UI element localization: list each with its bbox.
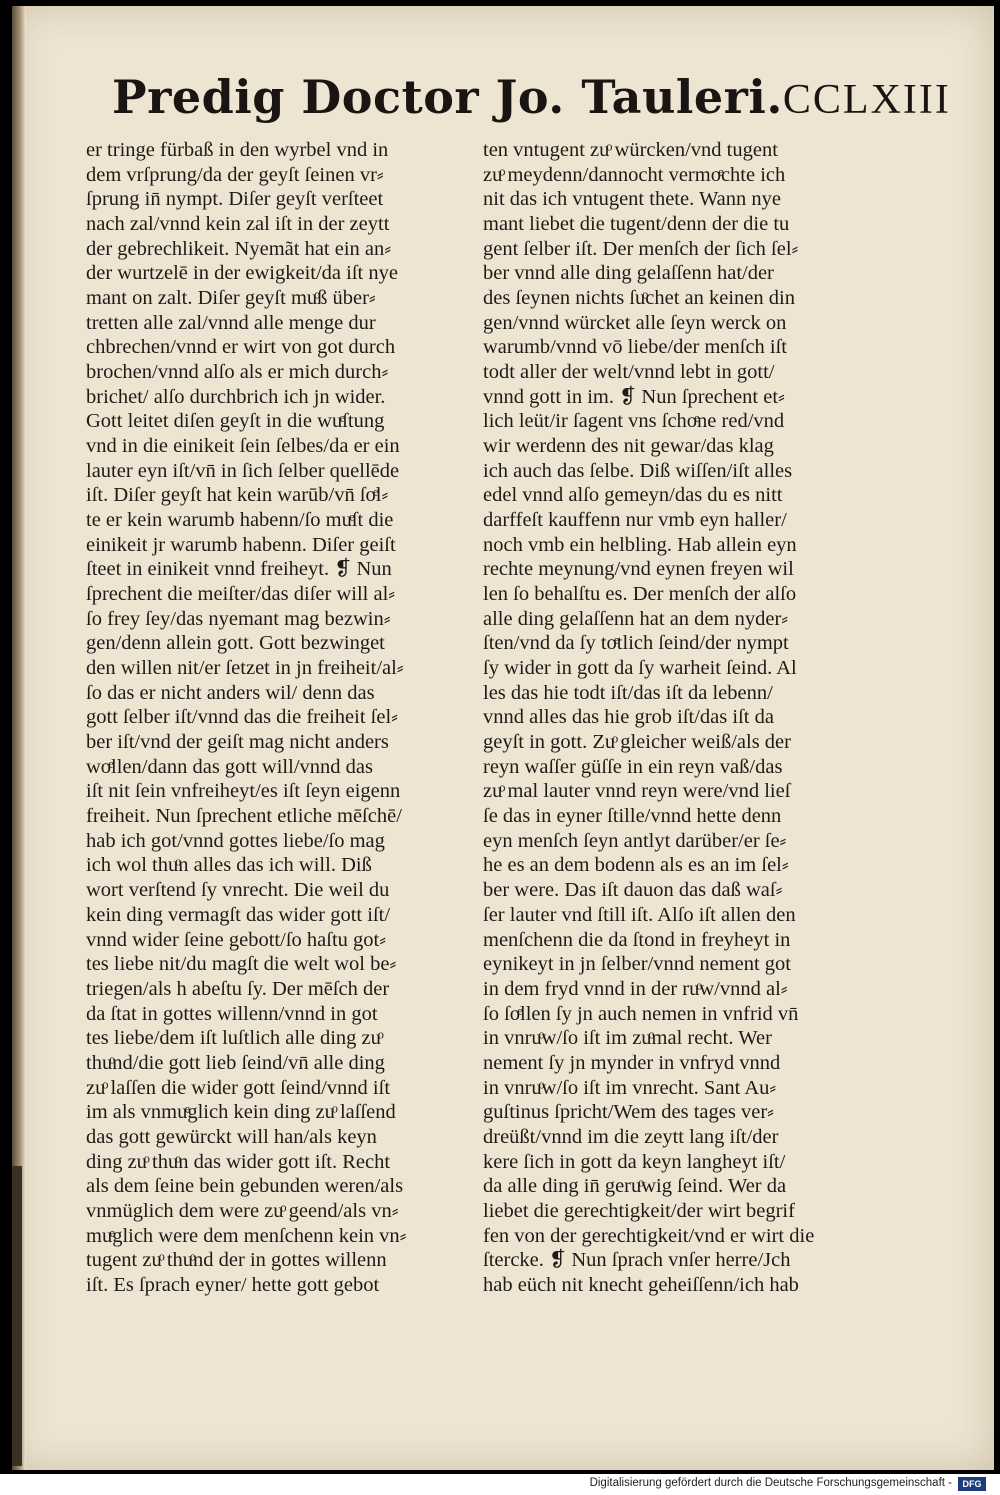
text-line: ſy wider in gott da ſy warheit ſeind. Al <box>483 657 797 680</box>
text-line: nement ſy jn mynder in vnfryd vnnd <box>483 1051 781 1074</box>
text-line: freiheit. Nun ſprechent etliche mēſchē/ <box>86 805 402 828</box>
text-line: lauter eyn iſt/vn̄ in ſich ſelber quellēde <box>86 459 400 482</box>
text-line: tugent zuͦ thuͦnd der in gottes willenn <box>86 1249 387 1272</box>
text-line: gen/vnnd würcket alle ſeyn werck on <box>483 311 787 334</box>
text-line: als dem ſeine bein gebunden weren/als <box>86 1175 404 1198</box>
text-line: in vnruͦw/ſo iſt im vnrecht. Sant Au⸗ <box>483 1076 777 1099</box>
text-column-left <box>86 138 478 1298</box>
text-line: tretten alle zal/vnnd alle menge dur <box>86 311 376 334</box>
text-line: triegen/als h abeſtu ſy. Der mēſch der <box>86 977 390 1000</box>
text-line: ſprung in̄ nympt. Diſer geyſt verſteet <box>86 188 384 211</box>
text-line: hab eüch nit knecht geheiſſenn/ich hab <box>483 1273 799 1296</box>
text-line: ber iſt/vnd der geiſt mag nicht anders <box>86 731 389 754</box>
text-line: ding zuͦ thuͦn das wider gott iſt. Recht <box>86 1150 391 1173</box>
text-line: muͤglich were dem menſchenn kein vn⸗ <box>86 1224 407 1247</box>
text-line: eyn menſch ſeyn antlyt darüber/er ſe⸗ <box>483 829 787 852</box>
text-line: edel vnnd alſo gemeyn/das du es nitt <box>483 484 783 507</box>
text-line: mant liebet die tugent/denn der die tu <box>483 213 790 236</box>
text-line: woͤllen/dann das gott will/vnnd das <box>86 755 373 778</box>
text-line: ſo das er nicht anders wil/ denn das <box>86 681 375 704</box>
text-line: warumb/vnnd vō liebe/der menſch iſt <box>483 336 788 359</box>
text-line: wir werdenn des nit gewar/das klag <box>483 435 774 458</box>
text-line: zuͦ laſſen die wider gott ſeind/vnnd iſt <box>86 1076 391 1099</box>
text-line: dem vrſprung/da der geyſt ſeinen vr⸗ <box>86 163 384 186</box>
text-line: nach zal/vnnd kein zal iſt in der zeytt <box>86 213 390 236</box>
text-line: im als vnmuͤglich kein ding zuͦ laſſend <box>86 1101 396 1124</box>
text-line: ber vnnd alle ding gelaſſenn hat/der <box>483 262 774 285</box>
text-line: brochen/vnnd alſo als er mich durch⸗ <box>86 361 389 384</box>
text-line: ten vntugent zuͦ würcken/vnd tugent <box>483 139 778 161</box>
text-line: dreüßt/vnnd im die zeytt lang iſt/der <box>483 1125 779 1148</box>
text-line: zuͦ mal lauter vnnd reyn were/vnd lieſ <box>483 780 791 803</box>
text-line: ber were. Das iſt dauon das daß waſ⸗ <box>483 879 783 902</box>
text-line: todt aller der welt/vnnd lebt in gott/ <box>483 361 775 384</box>
text-line: les das hie todt iſt/das iſt da lebenn/ <box>483 681 773 704</box>
book-page <box>12 6 994 1470</box>
dfg-logo: DFG <box>958 1477 986 1491</box>
text-line: kein ding vermagſt das wider gott iſt/ <box>86 903 391 926</box>
text-line: in dem fryd vnnd in der ruͦw/vnnd al⸗ <box>483 977 788 1000</box>
text-line: ich wol thuͦn alles das ich will. Diß <box>86 854 372 877</box>
text-line: des ſeynen nichts ſuͦchet an keinen din <box>483 287 795 310</box>
text-line: he es an dem bodenn als es an im ſel⸗ <box>483 854 789 877</box>
text-line: guſtinus ſpricht/Wem des tages ver⸗ <box>483 1101 774 1124</box>
text-line: ſteet in einikeit vnnd freiheyt. ❡ Nun <box>86 558 392 581</box>
text-line: ſe das in eyner ſtille/vnnd hette denn <box>483 805 782 828</box>
text-line: ſten/vnd da ſy toͤtlich ſeind/der nympt <box>483 632 789 655</box>
text-line: iſt. Es ſprach eyner/ hette gott gebot <box>86 1273 380 1296</box>
running-header <box>112 70 951 140</box>
text-line: menſchenn die da ſtond in freyheyt in <box>483 928 791 951</box>
text-line: kere ſich in gott da keyn langheyt iſt/ <box>483 1150 786 1173</box>
text-line: ſer lauter vnd ſtill iſt. Alſo iſt allen den <box>483 903 796 926</box>
text-line: alle ding gelaſſenn hat an dem nyder⸗ <box>483 607 789 630</box>
text-line: das gott gewürckt will han/als keyn <box>86 1125 377 1148</box>
text-line: der wurtzelē in der ewigkeit/da iſt nye <box>86 262 398 285</box>
text-line: iſt nit ſein vnfreiheyt/es iſt ſeyn eigenn <box>86 780 401 803</box>
text-line: nit das ich vntugent thete. Wann nye <box>483 188 782 211</box>
text-line: ſo ſoͤllen ſy jn auch nemen in vnfrid vn̄ <box>483 1002 799 1025</box>
text-line: zuͦ meydenn/dannocht vermoͤchte ich <box>483 163 786 186</box>
text-line: ſtercke. ❡ Nun ſprach vnſer herre/Jch <box>483 1249 791 1272</box>
text-line: er tringe fürbaß in den wyrbel vnd in <box>86 139 389 161</box>
digitization-footer <box>0 1474 1000 1495</box>
text-line: einikeit jr warumb habenn. Diſer geiſt <box>86 533 396 556</box>
text-line: den willen nit/er ſetzet in jn freiheit/al⸗ <box>86 657 404 680</box>
text-column-right <box>483 138 875 1298</box>
binding-shadow <box>12 1166 22 1466</box>
text-line: reyn waſſer güſſe in ein reyn vaß/das <box>483 755 783 778</box>
text-line: rechte meynung/vnd eynen freyen wil <box>483 558 794 581</box>
text-line: vnnd gott in im. ❡ Nun ſprechent et⸗ <box>483 385 785 408</box>
text-line: gen/denn allein gott. Gott bezwinget <box>86 632 385 655</box>
text-line: mant on zalt. Diſer geyſt muͦß über⸗ <box>86 287 376 310</box>
text-line: liebet die gerechtigkeit/der wirt begrif <box>483 1199 795 1222</box>
text-line: vnnd wider ſeine gebott/ſo haſtu got⸗ <box>86 928 387 951</box>
text-line: gent ſelber iſt. Der menſch der ſich ſel⸗ <box>483 237 799 260</box>
text-line: noch vmb ein helbling. Hab allein eyn <box>483 533 797 556</box>
folio-number: CCLXIII <box>782 77 951 123</box>
text-line: der gebrechlikeit. Nyemãt hat ein an⸗ <box>86 237 392 260</box>
text-line: tes liebe nit/du magſt die welt wol be⸗ <box>86 953 397 976</box>
text-line: tes liebe/dem iſt luſtlich alle ding zuͦ <box>86 1027 381 1050</box>
text-line: hab ich got/vnnd gottes liebe/ſo mag <box>86 829 385 852</box>
text-line: lich leüt/ir ſagent vns ſchoͤne red/vnd <box>483 410 785 433</box>
text-line: fen von der gerechtigkeit/vnd er wirt die <box>483 1224 815 1247</box>
text-line: ſprechent die meiſter/das diſer will al⸗ <box>86 583 396 606</box>
text-line: vnnd alles das hie grob iſt/das iſt da <box>483 706 774 729</box>
text-line: vnmüglich dem were zuͦ geend/als vn⸗ <box>86 1199 399 1222</box>
text-line: len ſo behalſtu es. Der menſch der alſo <box>483 583 797 606</box>
text-line: vnd in die einikeit ſein ſelbes/da er ein <box>86 435 400 458</box>
text-line: darffeſt kauffenn nur vmb eyn haller/ <box>483 509 787 532</box>
text-line: thuͦnd/die gott lieb ſeind/vn̄ alle ding <box>86 1051 385 1074</box>
text-line: wort verſtend ſy vnrecht. Die weil du <box>86 879 390 902</box>
running-title: Predig Doctor Jo. Tauleri. <box>112 70 783 124</box>
text-line: brichet/ alſo durchbrich ich jn wider. <box>86 385 386 408</box>
text-line: da ſtat in gottes willenn/vnnd in got <box>86 1002 378 1025</box>
text-line: geyſt in gott. Zuͦ gleicher weiß/als der <box>483 731 791 754</box>
text-line: chbrechen/vnnd er wirt von got durch <box>86 336 396 359</box>
text-line: Gott leitet diſen geyſt in die wuͤſtung <box>86 410 385 433</box>
text-line: gott ſelber iſt/vnnd das die freiheit ſel⸗ <box>86 706 398 729</box>
text-line: te er kein warumb habenn/ſo muͤſt die <box>86 509 394 532</box>
text-line: in vnruͦw/ſo iſt im zuͦmal recht. Wer <box>483 1027 772 1050</box>
text-line: iſt. Diſer geyſt hat kein warūb/vn̄ ſoͤl⸗ <box>86 484 389 507</box>
text-line: da alle ding in̄ geruͦwig ſeind. Wer da <box>483 1175 787 1198</box>
text-line: eynikeyt in jn ſelber/vnnd nement got <box>483 953 792 976</box>
text-line: ich auch das ſelbe. Diß wiſſen/iſt alles <box>483 459 793 482</box>
text-line: ſo frey ſey/das nyemant mag bezwin⸗ <box>86 607 391 630</box>
funding-notice: Digitalisierung gefördert durch die Deutsche Forschungsgemeinschaft - <box>589 1477 952 1489</box>
